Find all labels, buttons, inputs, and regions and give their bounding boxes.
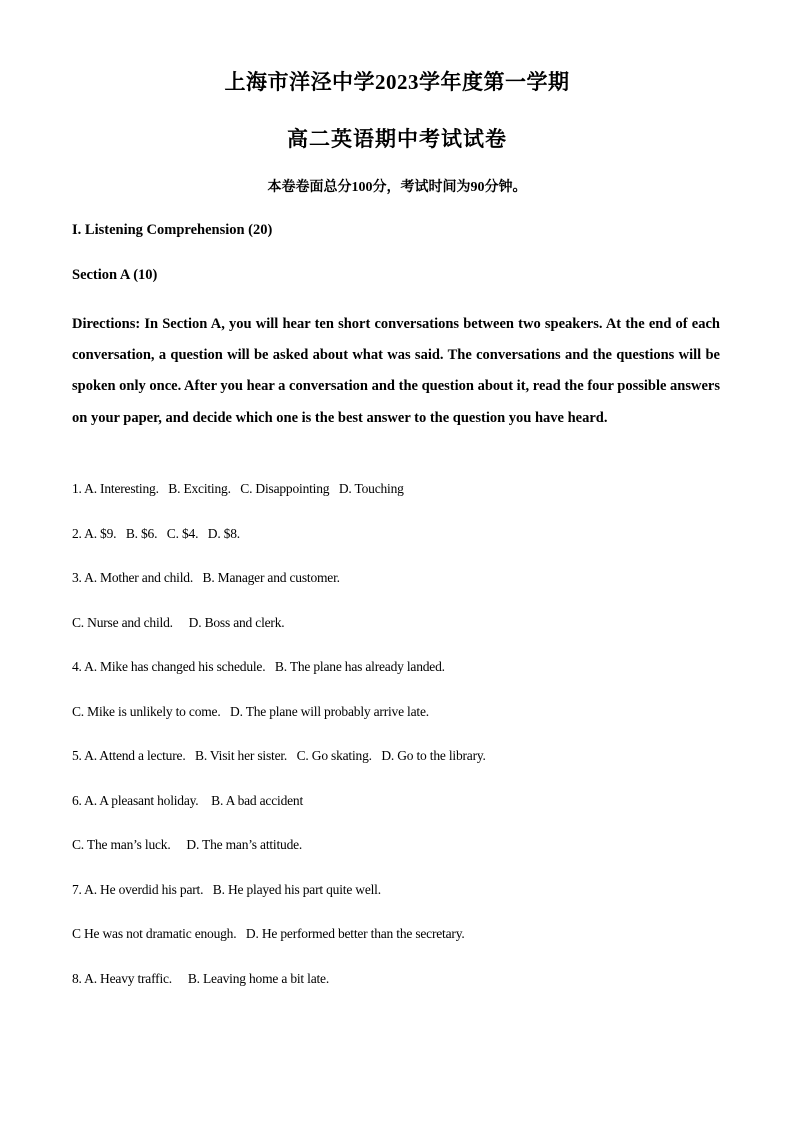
question-line: C He was not dramatic enough. D. He performed better than the secretary.	[72, 926, 465, 941]
question-line: 8. A. Heavy traffic. B. Leaving home a bit late.	[72, 971, 330, 986]
school-term-title: 上海市洋泾中学2023学年度第一学期	[224, 70, 570, 94]
question-line: 5. A. Attend a lecture. B. Visit her sister. C. Go skating. D. Go to the library.	[72, 748, 486, 763]
question-line: 2. A. $9. B. $6. C. $4. D. $8.	[72, 526, 240, 541]
question-line: 3. A. Mother and child. B. Manager and customer.	[72, 570, 340, 585]
question-line: 6. A. A pleasant holiday. B. A bad accident	[72, 793, 304, 808]
part-heading: I. Listening Comprehension (20)	[72, 222, 273, 238]
exam-info: 本卷卷面总分100分，考试时间为90分钟。	[267, 180, 527, 195]
question-line: 1. A. Interesting. B. Exciting. C. Disappointing D. Touching	[72, 481, 404, 496]
section-heading: Section A (10)	[72, 267, 158, 283]
question-line: C. Nurse and child. D. Boss and clerk.	[72, 615, 285, 630]
question-line: C. The man’s luck. D. The man’s attitude.	[72, 837, 303, 852]
question-line: C. Mike is unlikely to come. D. The plane will probably arrive late.	[72, 704, 429, 719]
question-line: 7. A. He overdid his part. B. He played his part quite well.	[72, 882, 381, 897]
question-line: 4. A. Mike has changed his schedule. B. The plane has already landed.	[72, 659, 445, 674]
directions-paragraph: Directions: In Section A, you will hear ten short conversations between two speakers. At the end of each conversation, a question will be asked about what was said. The conversations and the questions will be spoken only once. After you hear a conversation and the question about it, read the four possible answers on your paper, and decide which one is the best answer to the question you have heard.	[72, 316, 720, 426]
exam-title: 高二英语期中考试试卷	[287, 127, 507, 151]
